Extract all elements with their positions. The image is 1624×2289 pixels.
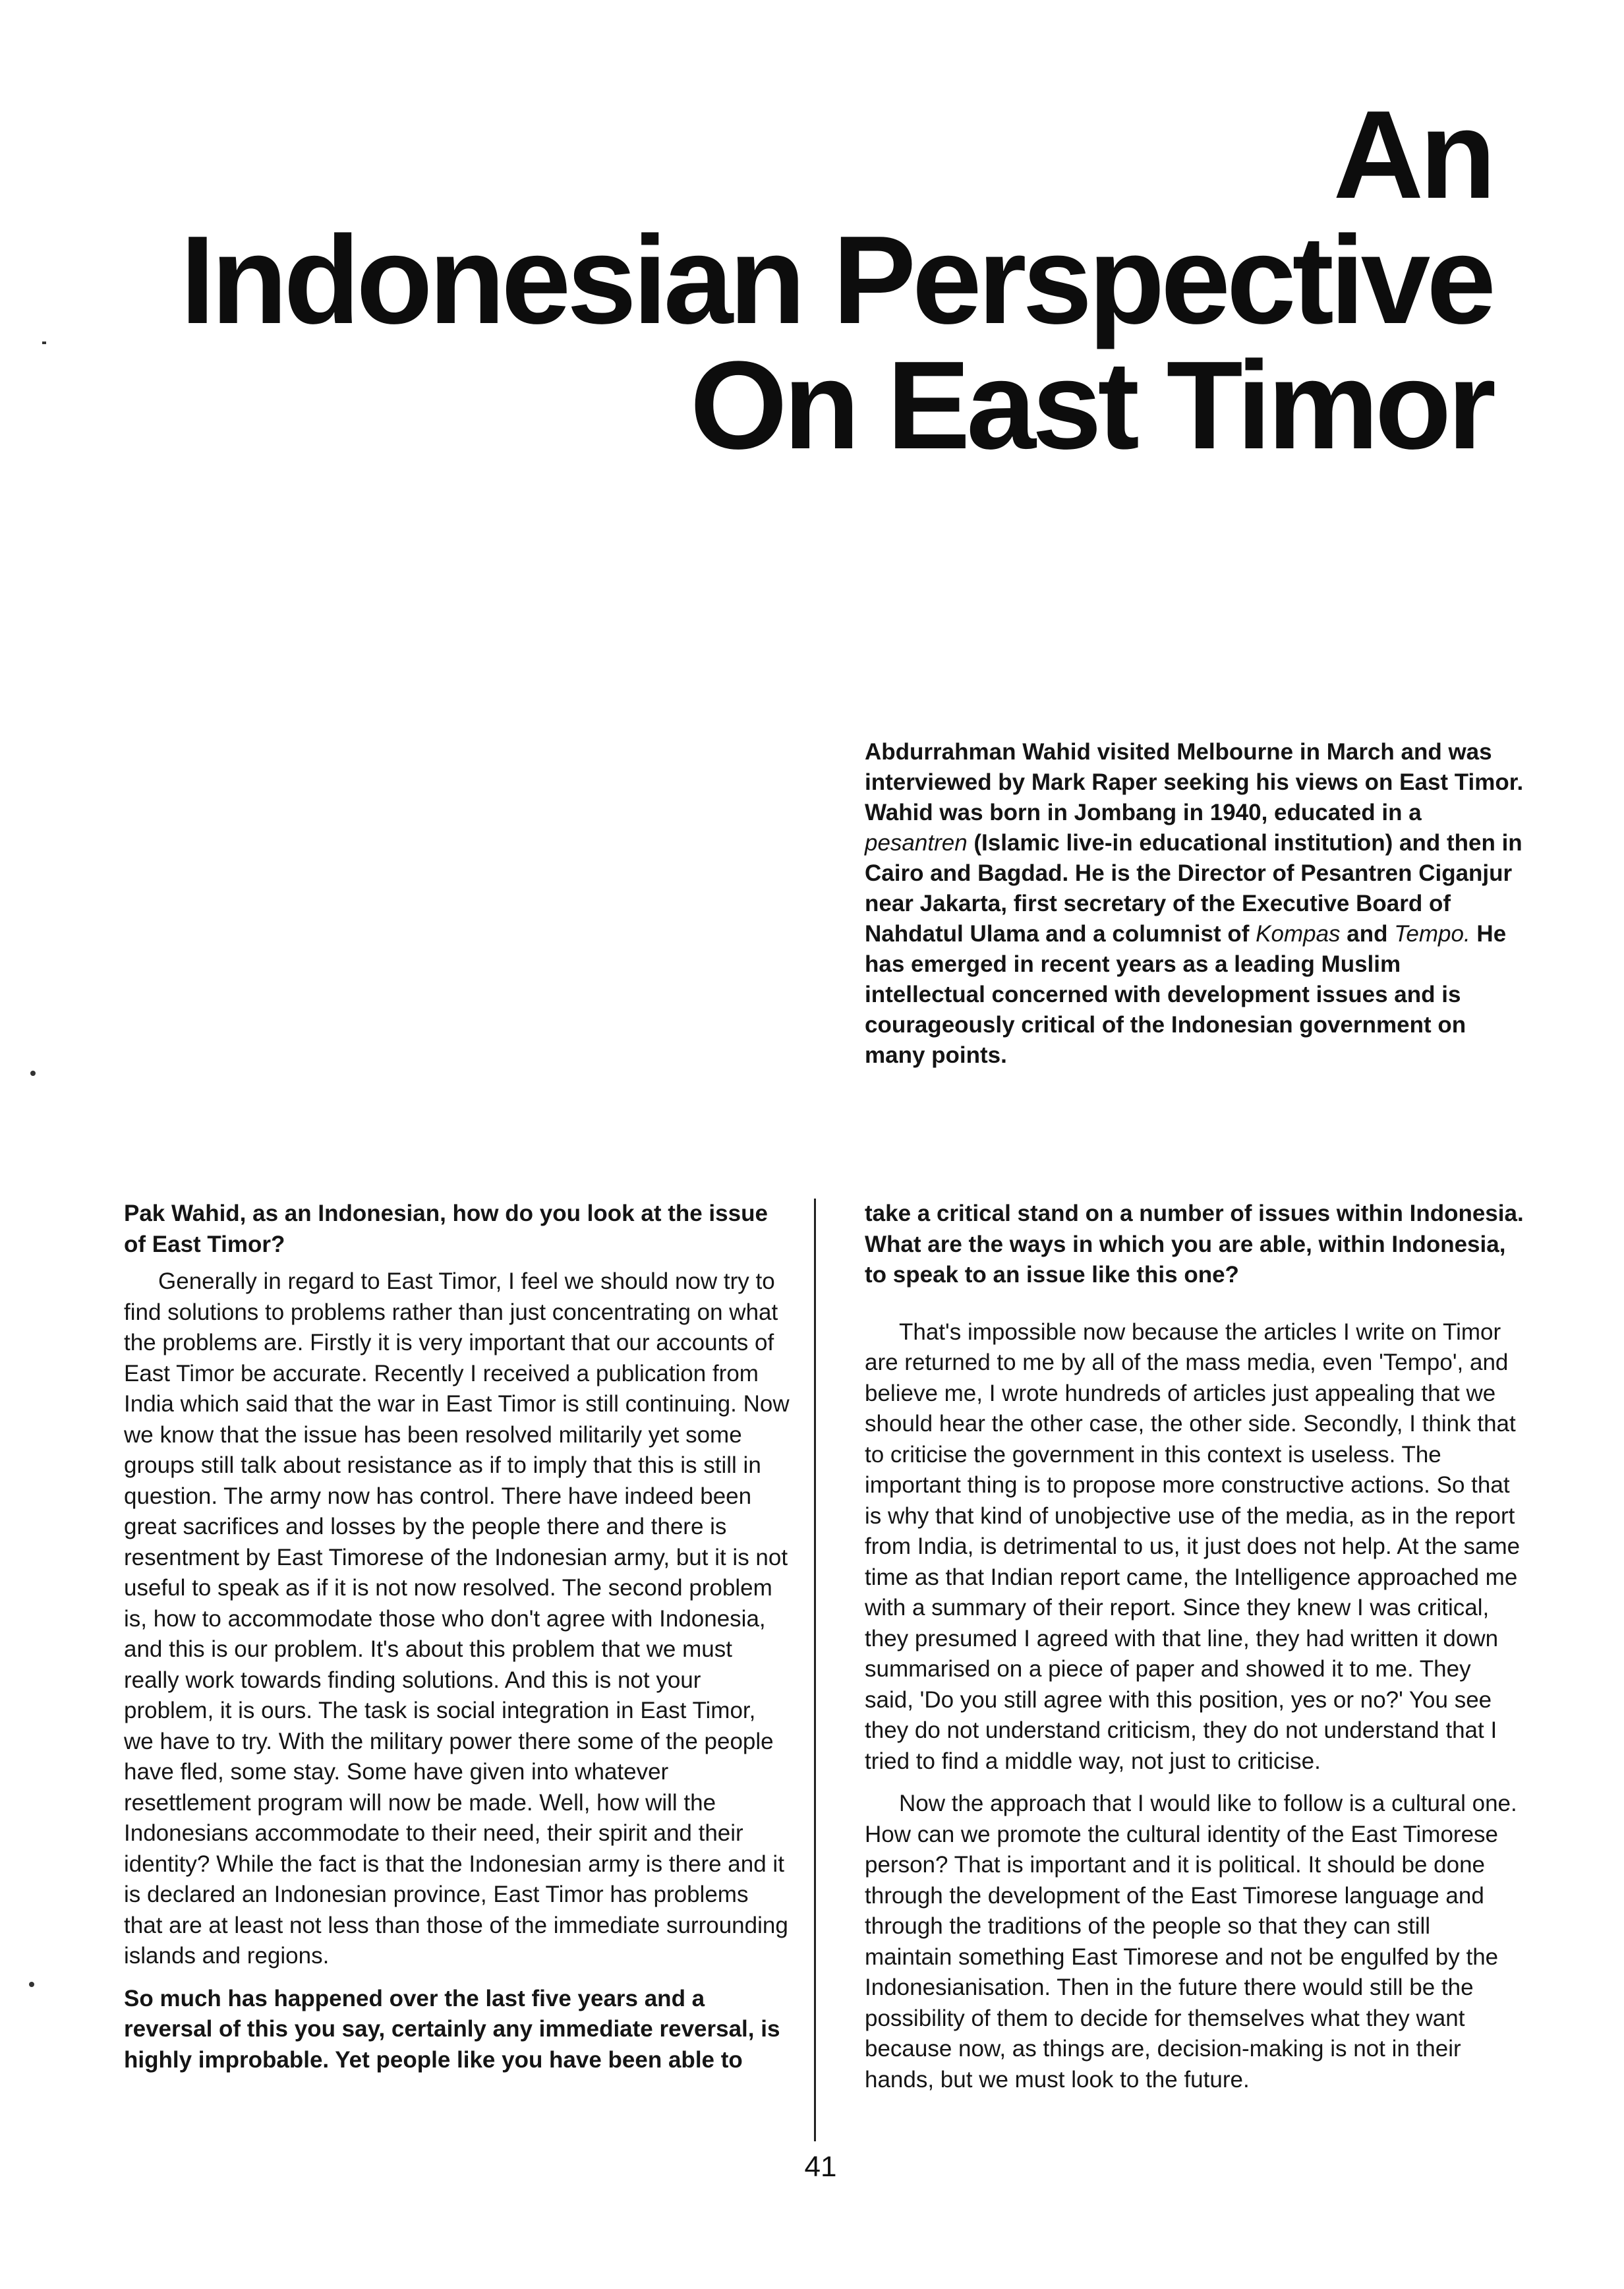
- title-line-2: Indonesian Perspective: [180, 210, 1492, 350]
- answer-2: That's impossible now because the articles I write on Timor are returned to me by all of the mass media, even 'Tempo', and believe me, I wrote hundreds of articles just appealing that we should hear the other case, the other side. Secondly, I think that to criticise the government in this context is useless. The important thing is to propose more constructive actions. So that is why that kind of unobjective use of the media, as in the report from India, is detrimental to us, it just does not help. At the same time as that Indian report came, the Intelligence approached me with a summary of their report. Since they knew I was critical, they presumed I agreed with that line, they had written it down summarised on a piece of paper and showed it to me. They said, 'Do you still agree with this position, yes or no?' You see they do not understand criticism, they do not understand that I tried to find a middle way, not just to criticise.: [865, 1319, 1521, 1774]
- column-divider: [814, 1199, 816, 2141]
- right-column: [865, 1199, 1524, 2107]
- intro-paragraph: [865, 737, 1524, 1071]
- title-line-3: On East Timor: [689, 336, 1492, 475]
- intro-italic-kompas: Kompas: [1256, 921, 1341, 947]
- left-column: [124, 1199, 790, 2082]
- scan-speck: [30, 1071, 36, 1076]
- scan-speck: [29, 1982, 34, 1987]
- title-line-1: An: [1333, 85, 1492, 225]
- answer-3: Now the approach that I would like to follow is a cultural one. How can we promote the cultural identity of the East Timorese person? That is important and it is political. It should be done through the development of the East Timorese language and through the traditions of the people so that they can still maintain something East Timorese and not be engulfed by the Indonesianisation. Then in the future there would still be the possibility of them to decide for themselves what they want because now, as things are, decision-making is not in their hands, but we must look to the future.: [865, 1791, 1517, 2093]
- intro-text-1: Abdurrahman Wahid visited Melbourne in March and was interviewed by Mark Raper seeking his views on East Timor. Wahid was born in Jombang in 1940, educated in a: [865, 739, 1524, 825]
- intro-text-4: He has emerged in recent years as a leading Muslim intellectual concerned with development issues and is courageously critical of the Indonesian government on many points.: [865, 921, 1507, 1068]
- intro-italic-tempo: Tempo.: [1394, 921, 1470, 947]
- intro-italic-pesantren: pesantren: [865, 830, 968, 856]
- page-number: 41: [804, 2151, 837, 2183]
- intro-text-2: (Islamic live-in educational institution) and then in Cairo and Bagdad. He is the Director of Pesantren Ciganjur near Jakarta, first secretary of the Executive Board of Nahdatul Ulama and a columnist of: [865, 830, 1522, 947]
- answer-1: Generally in regard to East Timor, I feel we should now try to find solutions to problems rather than just concentrating on what the problems are. Firstly it is very important that our accounts of East Timor be accurate. Recently I received a publication from India which said that the war in East Timor is still continuing. Now we know that the issue has been resolved militarily yet some groups still talk about resistance as if to imply that this is still in question. The army now has control. There have indeed been great sacrifices and losses by the people there and there is resentment by East Timorese of the Indonesian army, but it is not useful to speak as if it is not now resolved. The second problem is, how to accommodate those who don't agree with Indonesia, and this is our problem. It's about this problem that we must really work towards finding solutions. And this is not your problem, it is ours. The task is social integration in East Timor, we have to try. With the military power there some of the people have fled, some stay. Some have given into whatever resettlement program will now be made. Well, how will the Indonesians accommodate to their need, their spirit and their identity? While the fact is that the Indonesian army is there and it is declared an Indonesian province, East Timor has problems that are at least not less than those of the immediate surrounding islands and regions.: [124, 1268, 790, 1969]
- scan-speck: [42, 342, 46, 344]
- question-1: Pak Wahid, as an Indonesian, how do you look at the issue of East Timor?: [124, 1201, 768, 1257]
- intro-text-3: and: [1340, 921, 1395, 947]
- question-2: So much has happened over the last five years and a reversal of this you say, certainly any immediate reversal, is highly improbable. Yet people like you have been able to: [124, 1985, 780, 2073]
- question-2-continued: take a critical stand on a number of issues within Indonesia. What are the ways in which you are able, within Indonesia, to speak to an issue like this one?: [865, 1201, 1524, 1288]
- article-title: [180, 85, 1492, 475]
